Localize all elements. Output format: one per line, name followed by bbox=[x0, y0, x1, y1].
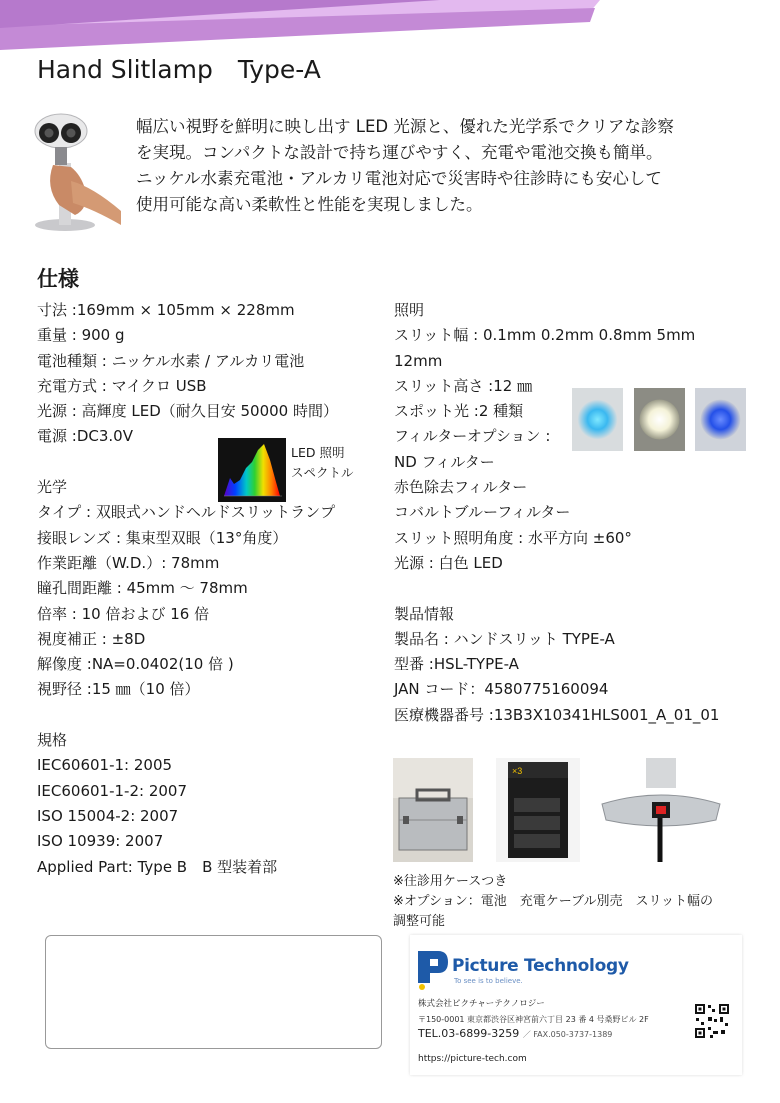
note-line: ※往診用ケースつき bbox=[393, 874, 508, 889]
spec-line: IEC60601-1: 2005 bbox=[37, 756, 173, 775]
device-base-photo bbox=[596, 758, 726, 862]
led-spectrum-image bbox=[218, 438, 286, 502]
specs-heading: 仕様 bbox=[37, 267, 79, 291]
company-tagline: To see is to believe. bbox=[454, 977, 523, 985]
spectrum-label-line: スペクトル bbox=[291, 465, 354, 480]
spec-line: JAN コード：4580775160094 bbox=[394, 680, 609, 699]
spec-line: スポット光 :2 種類 bbox=[394, 402, 524, 421]
company-brand: Picture Technology bbox=[452, 956, 629, 976]
spec-line: 寸法 :169mm × 105mm × 228mm bbox=[37, 301, 295, 319]
spec-line: 視野径 :15 ㎜（10 倍） bbox=[37, 680, 200, 699]
spot-light-blue-image bbox=[695, 388, 746, 451]
spec-line: ISO 15004-2: 2007 bbox=[37, 806, 179, 825]
intro-line: を実現。コンパクトな設計で持ち運びやすく、充電や電池交換も簡単。 bbox=[136, 143, 663, 162]
spec-line: スリット幅 : 0.1mm 0.2mm 0.8mm 5mm bbox=[394, 326, 696, 345]
spec-line: ND フィルター bbox=[394, 452, 495, 471]
notes bbox=[393, 872, 753, 932]
slitlamp-hero-image bbox=[33, 103, 121, 233]
spec-line: フィルターオプション : bbox=[394, 427, 551, 446]
spec-line: タイプ : 双眼式ハンドヘルドスリットランプ bbox=[37, 503, 336, 522]
optics-heading: 光学 bbox=[37, 478, 68, 497]
intro-line: 幅広い視野を鮮明に映し出す LED 光源と、優れた光学系でクリアな診察 bbox=[136, 117, 674, 136]
qr-code-icon bbox=[694, 1003, 730, 1039]
spot-light-cyan-image bbox=[572, 388, 623, 451]
battery-pack-photo bbox=[496, 758, 580, 862]
company-fax: ／ FAX.050-3737-1389 bbox=[522, 1030, 613, 1039]
spec-line: 視度補正 : ±8D bbox=[37, 629, 146, 648]
product-info-heading: 製品情報 bbox=[394, 604, 455, 623]
specs-left-column bbox=[37, 298, 387, 880]
note-line: 調整可能 bbox=[393, 914, 446, 929]
intro-text bbox=[136, 114, 751, 218]
spec-line: 光源 : 高輝度 LED（耐久目安 50000 時間） bbox=[37, 402, 338, 421]
spec-line: 赤色除去フィルター bbox=[394, 478, 528, 497]
battery-count-label: ×3 bbox=[512, 766, 523, 776]
blank-stamp-box bbox=[45, 935, 382, 1049]
spectrum-label bbox=[291, 443, 354, 483]
intro-line: ニッケル水素充電池・アルカリ電池対応で災害時や往診時にも安心して bbox=[136, 169, 662, 188]
spec-line: 製品名 : ハンドスリット TYPE-A bbox=[394, 629, 615, 648]
spec-line: 解像度 :NA=0.0402(10 倍 ) bbox=[37, 655, 234, 674]
company-url[interactable]: https://picture-tech.com bbox=[418, 1054, 527, 1064]
spec-spacer bbox=[37, 703, 387, 728]
spec-line: 電池種類 : ニッケル水素 / アルカリ電池 bbox=[37, 351, 305, 370]
spec-line: 医療機器番号 :13B3X10341HLS001_A_01_01 bbox=[394, 705, 720, 724]
company-phone bbox=[418, 1027, 612, 1040]
spec-line: 電源 :DC3.0V bbox=[37, 427, 133, 446]
specs-right-column bbox=[394, 298, 764, 728]
spectrum-label-line: LED 照明 bbox=[291, 445, 345, 460]
spec-line: Applied Part: Type B B 型装着部 bbox=[37, 857, 278, 876]
spec-line: コバルトブルーフィルター bbox=[394, 503, 571, 522]
spec-spacer bbox=[394, 576, 764, 601]
spec-line: 瞳孔間距離 : 45mm 〜 78mm bbox=[37, 579, 248, 598]
intro-line: 使用可能な高い柔軟性と性能を実現しました。 bbox=[136, 195, 483, 214]
company-card bbox=[410, 935, 742, 1075]
company-tel: TEL.03-6899-3259 bbox=[418, 1027, 520, 1040]
spec-line: 12mm bbox=[394, 351, 443, 370]
page-title: Hand Slitlamp Type-A bbox=[37, 55, 321, 84]
spec-line: 型番 :HSL-TYPE-A bbox=[394, 655, 519, 674]
illumination-heading: 照明 bbox=[394, 301, 425, 319]
note-line: ※オプション：電池 充電ケーブル別売 スリット幅の bbox=[393, 894, 714, 909]
spec-line: 光源 : 白色 LED bbox=[394, 553, 503, 572]
spec-line: 接眼レンズ : 集束型双眼（13°角度） bbox=[37, 528, 288, 547]
spot-light-white-image bbox=[634, 388, 685, 451]
carry-case-photo bbox=[393, 758, 473, 862]
spec-line: 作業距離（W.D.）: 78mm bbox=[37, 553, 220, 572]
company-name: 株式会社ピクチャーテクノロジー bbox=[418, 999, 545, 1009]
spec-line: 倍率 : 10 倍および 16 倍 bbox=[37, 604, 210, 623]
spec-line: スリット高さ :12 ㎜ bbox=[394, 376, 533, 395]
spec-line: ISO 10939: 2007 bbox=[37, 832, 164, 851]
spec-line: 充電方式 : マイクロ USB bbox=[37, 376, 207, 395]
spec-line: 重量 : 900 g bbox=[37, 326, 125, 345]
standards-heading: 規格 bbox=[37, 731, 68, 750]
company-address: 〒150-0001 東京都渋谷区神宮前六丁目 23 番 4 号桑野ビル 2F bbox=[418, 1015, 649, 1024]
spec-line: スリット照明角度 : 水平方向 ±60° bbox=[394, 528, 632, 547]
company-logo-icon bbox=[416, 947, 450, 991]
spec-line: IEC60601-1-2: 2007 bbox=[37, 781, 187, 800]
